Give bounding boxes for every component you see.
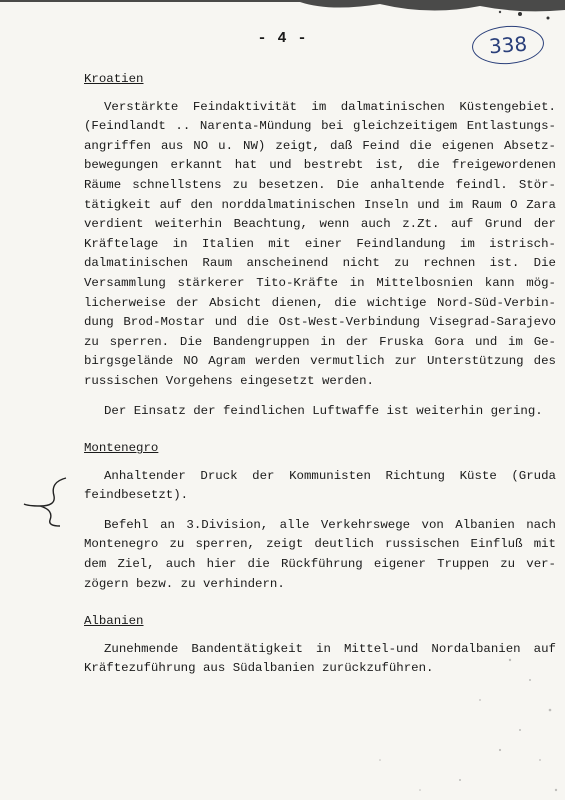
kroatien-paragraph-2: Der Einsatz der feindlichen Luftwaffe ist weiterhin gering.: [104, 403, 543, 418]
handwritten-margin-bracket: [20, 476, 70, 528]
albanien-paragraph-1: Zunehmende Bandentätigkeit in Mittel-und Nordalbanien auf Kräftezuführung aus Südalbanien zurückzuführen.: [84, 641, 556, 676]
page-number: - 4 -: [257, 30, 308, 47]
montenegro-paragraph-1: Anhaltender Druck der Kommunisten Richtung Küste (Gruda feindbesetzt).: [84, 468, 556, 503]
archive-number: 338: [488, 31, 528, 59]
section-heading-albanien: Albanien: [84, 614, 144, 629]
scan-noise: [360, 640, 565, 800]
section-heading-montenegro: Montenegro: [84, 441, 159, 456]
report-body: [84, 62, 556, 683]
scan-edge-smudge: [0, 0, 565, 26]
kroatien-paragraph-1: Verstärkte Feindaktivität im dalmatinischen Küstengebiet. (Feindlandt .. Narenta-Mündung bei gleichzeitigem Entlastungs-angriffen aus NO u. NW) zeigt, daß Feind die eigenen Absetz-bewegungen erkannt hat und bestrebt ist, die freigewordenen Räume schnellstens zu besetzen. Die anhaltende feindl. Stör-tätigkeit auf den norddalmatinischen Inseln und im Raum O Zara verdient weiterhin Beachtung, wenn auch z.Zt. auf Grund der Kräftelage in Italien mit einer Feindlandung im istrisch-dalmatinischen Raum anscheinend nicht zu rechnen ist. Die Versammlung stärkerer Tito-Kräfte in Mittelbosnien kann mög-licherweise der Absicht dienen, die wichtige Nord-Süd-Verbin-dung Brod-Mostar und die Ost-West-Verbindung Visegrad-Sarajevo zu sperren. Die Bandengruppen in der Fruska Gora und im Ge-birgsgelände NO Agram werden vermutlich zur Unterstützung des russischen Vorgehens eingesetzt werden.: [84, 99, 556, 388]
section-heading-kroatien: Kroatien: [84, 72, 144, 86]
montenegro-paragraph-2: Befehl an 3.Division, alle Verkehrswege von Albanien nach Montenegro zu sperren, zeigt deutlich russischen Einfluß mit dem Ziel, auch hier die Rückführung eigener Truppen zu ver-zögern bezw. zu verhindern.: [84, 517, 556, 591]
